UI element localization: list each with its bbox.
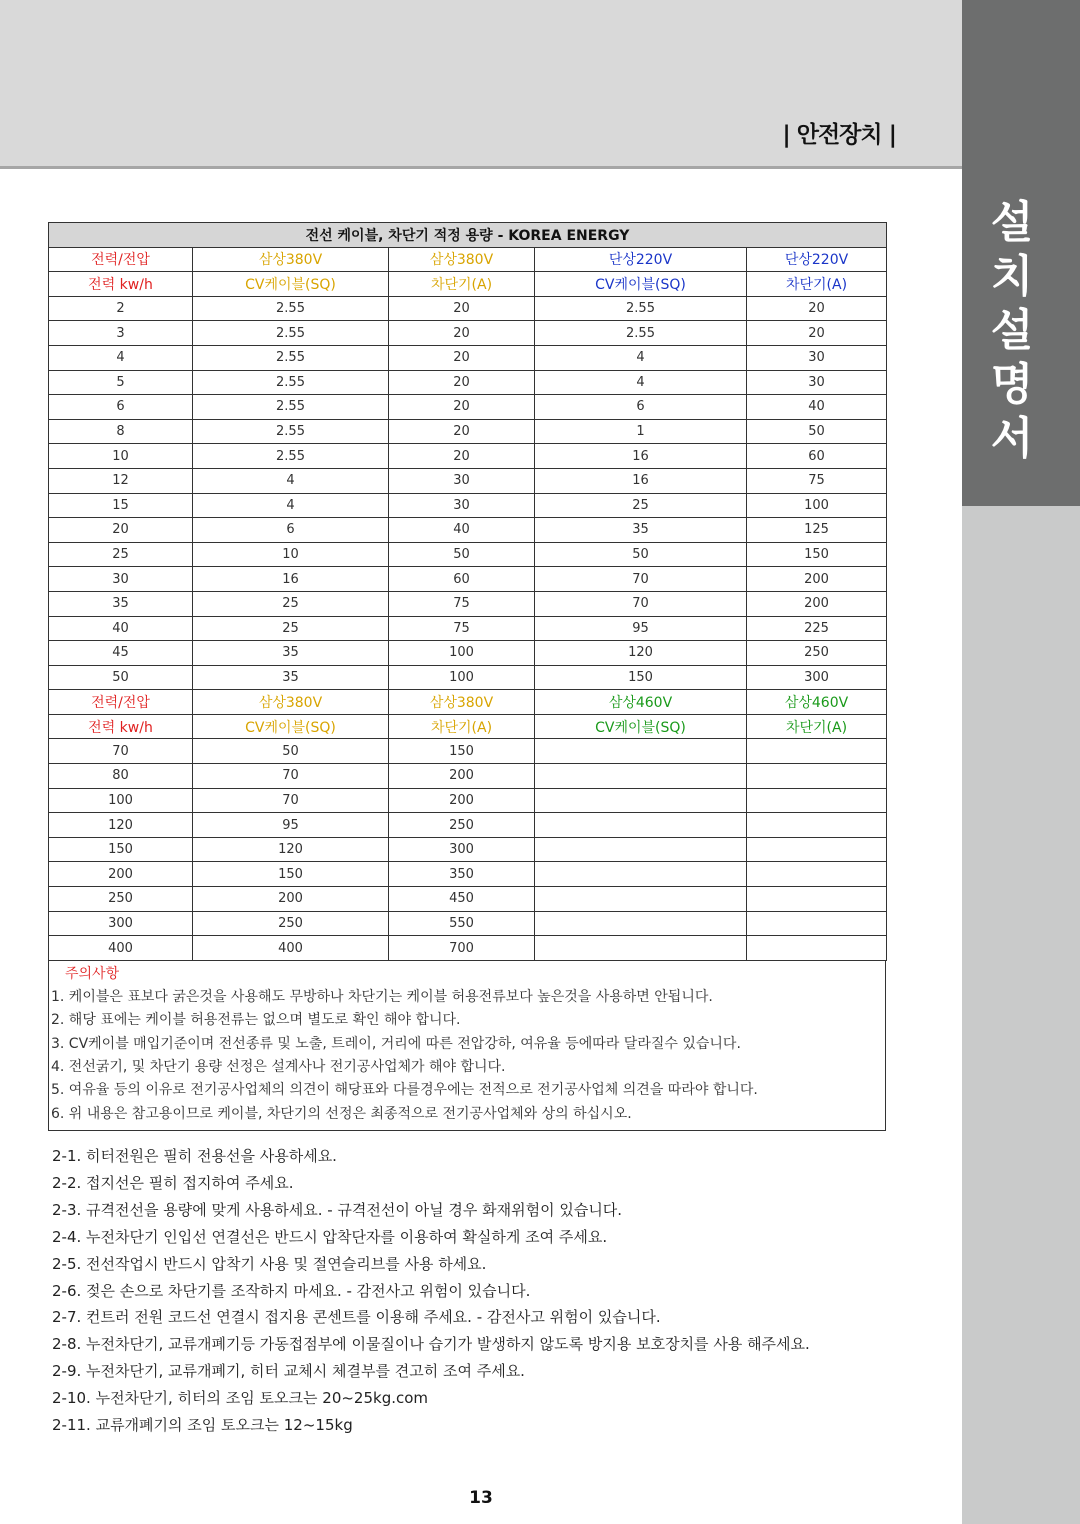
table-cell: 1 xyxy=(535,419,747,444)
page-number: 13 xyxy=(469,1488,493,1508)
table-cell: 6 xyxy=(49,395,193,420)
table-cell: 150 xyxy=(389,739,535,764)
instruction-item: 2-10. 누전차단기, 히터의 조임 토오크는 20~25kg.com xyxy=(52,1389,429,1408)
table-cell: 4 xyxy=(193,493,389,518)
table-cell: 120 xyxy=(535,641,747,666)
caution-item: 2. 해당 표에는 케이블 허용전류는 없으며 별도로 확인 해야 합니다. xyxy=(51,1012,461,1029)
table-cell: 120 xyxy=(49,813,193,838)
table-cell: 95 xyxy=(193,813,389,838)
table-cell: 35 xyxy=(193,641,389,666)
instruction-item: 2-2. 접지선은 필히 접지하여 주세요. xyxy=(52,1173,294,1192)
table-row xyxy=(49,542,887,567)
table-cell: 200 xyxy=(747,591,887,616)
table-header-cell: 삼상460V xyxy=(535,690,747,715)
table-cell: 40 xyxy=(389,518,535,543)
table-cell: 75 xyxy=(747,468,887,493)
table-cell: 25 xyxy=(193,616,389,641)
table-cell: 300 xyxy=(389,837,535,862)
table-cell xyxy=(747,813,887,838)
side-label-char: 설 xyxy=(990,305,1034,356)
instruction-item: 2-9. 누전차단기, 교류개폐기, 히터 교체시 체결부를 견고히 조여 주세요. xyxy=(52,1362,525,1381)
table-header-cell: 삼상380V xyxy=(193,690,389,715)
table-cell: 8 xyxy=(49,419,193,444)
table-cell: 45 xyxy=(49,641,193,666)
table-row xyxy=(49,936,887,961)
table-cell xyxy=(535,764,747,789)
table-cell xyxy=(747,788,887,813)
table-row xyxy=(49,813,887,838)
side-label-char: 치 xyxy=(990,251,1034,302)
table-cell xyxy=(747,936,887,961)
table-header-row-units xyxy=(49,714,887,739)
table-cell: 4 xyxy=(535,370,747,395)
table-cell: 2.55 xyxy=(535,296,747,321)
cable-breaker-table-section xyxy=(48,222,886,1131)
table-cell: 16 xyxy=(535,444,747,469)
table-cell: 250 xyxy=(747,641,887,666)
table-cell: 75 xyxy=(389,616,535,641)
table-cell: 20 xyxy=(389,321,535,346)
table-cell: 4 xyxy=(49,345,193,370)
table-cell: 20 xyxy=(389,296,535,321)
table-cell: 16 xyxy=(193,567,389,592)
table-cell: 400 xyxy=(193,936,389,961)
table-cell: 120 xyxy=(193,837,389,862)
table-cell: 3 xyxy=(49,321,193,346)
table-cell: 200 xyxy=(389,788,535,813)
table-row xyxy=(49,370,887,395)
table-cell: 200 xyxy=(747,567,887,592)
instruction-item: 2-5. 전선작업시 반드시 압착기 사용 및 절연슬리브를 사용 하세요. xyxy=(52,1254,487,1273)
table-cell: 2.55 xyxy=(193,345,389,370)
table-row xyxy=(49,518,887,543)
table-cell: 20 xyxy=(389,345,535,370)
table-title-row xyxy=(49,223,887,248)
instruction-item: 2-8. 누전차단기, 교류개폐기등 가동접점부에 이물질이나 습기가 발생하지 않도록 방지용 보호장치를 사용 해주세요. xyxy=(52,1335,810,1354)
table-cell: 40 xyxy=(49,616,193,641)
table-row xyxy=(49,296,887,321)
table-header-row-voltage xyxy=(49,247,887,272)
table-cell: 2 xyxy=(49,296,193,321)
table-row xyxy=(49,665,887,690)
table-header-cell: CV케이블(SQ) xyxy=(193,272,389,297)
table-cell: 20 xyxy=(747,296,887,321)
instruction-item: 2-3. 규격전선을 용량에 맞게 사용하세요. - 규격전선이 아닐 경우 화재위험이 있습니다. xyxy=(52,1200,623,1219)
caution-item: 3. CV케이블 매입기준이며 전선종류 및 노출, 트레이, 거리에 따른 전압강하, 여유율 등에따라 달라질수 있습니다. xyxy=(51,1035,741,1052)
table-cell: 250 xyxy=(49,887,193,912)
caution-item: 6. 위 내용은 참고용이므로 케이블, 차단기의 선정은 최종적으로 전기공사업체와 상의 하십시오. xyxy=(51,1105,632,1122)
table-cell xyxy=(535,911,747,936)
table-cell: 100 xyxy=(747,493,887,518)
table-cell: 25 xyxy=(193,591,389,616)
table-header-cell: 단상220V xyxy=(535,247,747,272)
instruction-item: 2-4. 누전차단기 인입선 연결선은 반드시 압착단자를 이용하여 확실하게 조여 주세요. xyxy=(52,1227,608,1246)
table-cell: 35 xyxy=(193,665,389,690)
table-cell: 300 xyxy=(49,911,193,936)
side-label-char: 설 xyxy=(990,197,1034,248)
table-row xyxy=(49,887,887,912)
table-row xyxy=(49,395,887,420)
table-cell xyxy=(535,887,747,912)
table-header-cell: CV케이블(SQ) xyxy=(193,714,389,739)
table-cell: 50 xyxy=(747,419,887,444)
page-section-title: | 안전장치 | xyxy=(782,122,896,148)
table-cell: 4 xyxy=(535,345,747,370)
table-cell: 550 xyxy=(389,911,535,936)
table-cell xyxy=(535,739,747,764)
table-cell: 5 xyxy=(49,370,193,395)
table-cell: 200 xyxy=(49,862,193,887)
table-row xyxy=(49,862,887,887)
table-cell: 2.55 xyxy=(193,419,389,444)
table-row xyxy=(49,493,887,518)
cable-breaker-table xyxy=(48,222,887,961)
table-cell: 30 xyxy=(49,567,193,592)
table-cell: 2.55 xyxy=(193,321,389,346)
table-cell: 30 xyxy=(389,493,535,518)
table-cell: 35 xyxy=(535,518,747,543)
table-cell: 35 xyxy=(49,591,193,616)
table-cell: 50 xyxy=(49,665,193,690)
table-cell: 125 xyxy=(747,518,887,543)
table-cell xyxy=(747,862,887,887)
table-row xyxy=(49,419,887,444)
table-cell: 80 xyxy=(49,764,193,789)
table-cell: 25 xyxy=(49,542,193,567)
caution-item: 1. 케이블은 표보다 굵은것을 사용해도 무방하나 차단기는 케이블 허용전류보다 높은것을 사용하면 안됩니다. xyxy=(51,989,713,1006)
table-cell: 15 xyxy=(49,493,193,518)
table-cell: 225 xyxy=(747,616,887,641)
table-cell: 4 xyxy=(193,468,389,493)
table-cell: 70 xyxy=(193,764,389,789)
instruction-item: 2-1. 히터전원은 필히 전용선을 사용하세요. xyxy=(52,1147,337,1165)
caution-title: 주의사항 xyxy=(65,965,120,982)
caution-item: 5. 여유율 등의 이유로 전기공사업체의 의견이 해당표와 다를경우에는 전적으로 전기공사업체 의견을 따라야 합니다. xyxy=(51,1082,758,1099)
table-cell: 6 xyxy=(535,395,747,420)
table-cell: 2.55 xyxy=(535,321,747,346)
table-row xyxy=(49,591,887,616)
table-header-cell: 삼상380V xyxy=(389,247,535,272)
table-cell: 700 xyxy=(389,936,535,961)
table-row xyxy=(49,345,887,370)
table-cell: 95 xyxy=(535,616,747,641)
table-header-cell: 차단기(A) xyxy=(389,272,535,297)
table-cell: 250 xyxy=(193,911,389,936)
table-cell: 250 xyxy=(389,813,535,838)
table-header-cell: 전력 kw/h xyxy=(49,714,193,739)
table-cell: 20 xyxy=(389,419,535,444)
table-cell: 350 xyxy=(389,862,535,887)
table-cell: 2.55 xyxy=(193,370,389,395)
table-cell: 100 xyxy=(389,641,535,666)
table-row xyxy=(49,837,887,862)
instruction-item: 2-6. 젖은 손으로 차단기를 조작하지 마세요. - 감전사고 위험이 있습니다. xyxy=(52,1281,531,1300)
table-cell xyxy=(535,788,747,813)
table-header-cell: 전력/전압 xyxy=(49,247,193,272)
table-cell xyxy=(535,936,747,961)
table-cell: 70 xyxy=(535,567,747,592)
table-cell: 10 xyxy=(193,542,389,567)
table-cell: 400 xyxy=(49,936,193,961)
table-cell: 50 xyxy=(389,542,535,567)
table-header-cell: 차단기(A) xyxy=(747,714,887,739)
table-cell: 20 xyxy=(747,321,887,346)
table-cell xyxy=(747,911,887,936)
table-cell xyxy=(747,887,887,912)
table-cell: 40 xyxy=(747,395,887,420)
table-cell: 20 xyxy=(389,395,535,420)
table-row xyxy=(49,444,887,469)
table-cell: 25 xyxy=(535,493,747,518)
table-cell xyxy=(747,837,887,862)
table-header-row-voltage xyxy=(49,690,887,715)
table-cell xyxy=(747,764,887,789)
table-cell: 150 xyxy=(193,862,389,887)
caution-item: 4. 전선굵기, 및 차단기 용량 선정은 설계사나 전기공사업체가 해야 합니다. xyxy=(51,1059,506,1075)
table-header-cell: 단상220V xyxy=(747,247,887,272)
table-cell: 300 xyxy=(747,665,887,690)
table-title: 전선 케이블, 차단기 적정 용량 - KOREA ENERGY xyxy=(49,223,887,248)
table-cell: 20 xyxy=(389,370,535,395)
table-cell: 30 xyxy=(389,468,535,493)
table-header-row-units xyxy=(49,272,887,297)
table-header-cell: CV케이블(SQ) xyxy=(535,272,747,297)
table-row xyxy=(49,641,887,666)
table-cell xyxy=(535,813,747,838)
table-cell: 70 xyxy=(49,739,193,764)
table-cell: 150 xyxy=(49,837,193,862)
table-row xyxy=(49,468,887,493)
table-header-cell: 차단기(A) xyxy=(389,714,535,739)
table-cell: 2.55 xyxy=(193,296,389,321)
table-cell: 150 xyxy=(535,665,747,690)
instruction-item: 2-11. 교류개폐기의 조임 토오크는 12~15kg xyxy=(52,1416,353,1435)
table-cell: 16 xyxy=(535,468,747,493)
table-cell: 60 xyxy=(389,567,535,592)
table-row xyxy=(49,321,887,346)
table-row xyxy=(49,764,887,789)
table-header-cell: CV케이블(SQ) xyxy=(535,714,747,739)
table-row xyxy=(49,567,887,592)
table-cell xyxy=(535,862,747,887)
table-cell: 30 xyxy=(747,370,887,395)
side-label-char: 명 xyxy=(990,359,1034,410)
table-cell: 6 xyxy=(193,518,389,543)
caution-notes xyxy=(48,961,886,1131)
table-cell: 150 xyxy=(747,542,887,567)
table-cell: 20 xyxy=(49,518,193,543)
side-label-char: 서 xyxy=(990,413,1034,464)
table-cell: 200 xyxy=(193,887,389,912)
table-cell: 50 xyxy=(193,739,389,764)
table-header-cell: 삼상460V xyxy=(747,690,887,715)
table-cell: 100 xyxy=(49,788,193,813)
table-cell: 50 xyxy=(535,542,747,567)
table-cell: 20 xyxy=(389,444,535,469)
side-tab-light xyxy=(962,506,1080,1524)
table-row xyxy=(49,911,887,936)
table-cell: 12 xyxy=(49,468,193,493)
table-cell: 2.55 xyxy=(193,444,389,469)
table-cell: 60 xyxy=(747,444,887,469)
table-cell: 100 xyxy=(389,665,535,690)
table-cell: 10 xyxy=(49,444,193,469)
table-header-cell: 차단기(A) xyxy=(747,272,887,297)
table-cell: 75 xyxy=(389,591,535,616)
table-cell xyxy=(747,739,887,764)
table-row xyxy=(49,616,887,641)
table-cell: 2.55 xyxy=(193,395,389,420)
table-header-cell: 삼상380V xyxy=(389,690,535,715)
table-cell xyxy=(535,837,747,862)
table-cell: 70 xyxy=(193,788,389,813)
table-row xyxy=(49,788,887,813)
table-cell: 200 xyxy=(389,764,535,789)
table-cell: 450 xyxy=(389,887,535,912)
table-row xyxy=(49,739,887,764)
table-cell: 70 xyxy=(535,591,747,616)
instruction-list xyxy=(52,1143,932,1439)
table-header-cell: 전력/전압 xyxy=(49,690,193,715)
instruction-item: 2-7. 컨트러 전원 코드선 연결시 접지용 콘센트를 이용해 주세요. - 감전사고 위험이 있습니다. xyxy=(52,1308,661,1327)
side-label xyxy=(962,196,1062,466)
table-header-cell: 전력 kw/h xyxy=(49,272,193,297)
table-header-cell: 삼상380V xyxy=(193,247,389,272)
table-cell: 30 xyxy=(747,345,887,370)
